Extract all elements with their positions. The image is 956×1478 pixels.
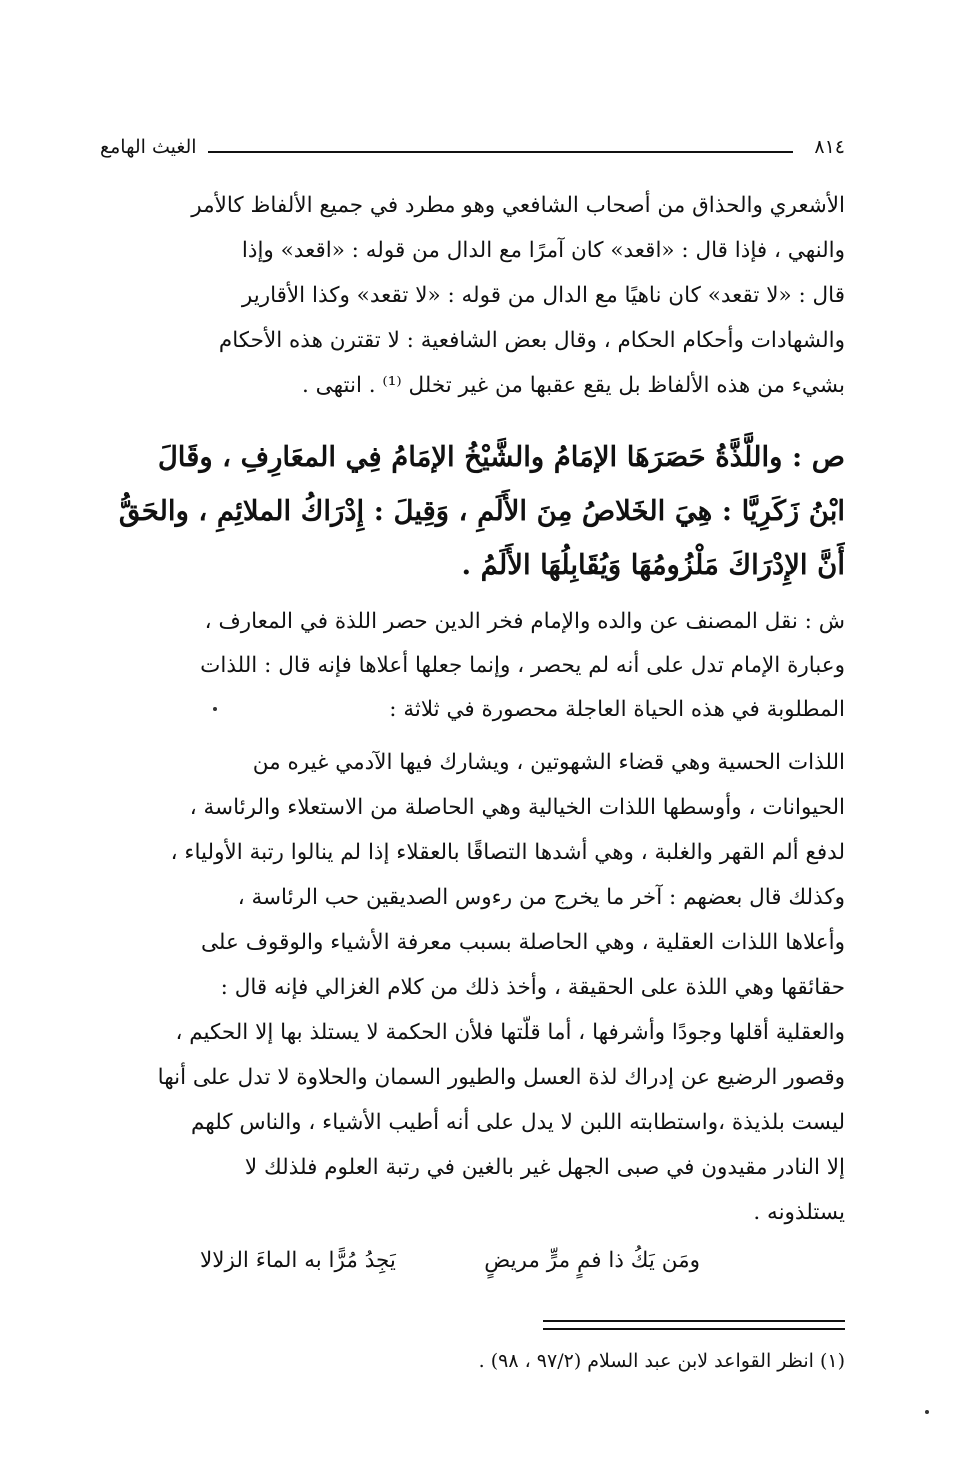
text-line: وعبارة الإمام تدل على أنه لم يحصر ، وإنما جعلها أعلاها فإنه قال : اللذات xyxy=(200,653,845,678)
text-line: لدفع ألم القهر والغلبة ، وهي أشدها التصاقًا بالعقلاء إذا لم ينالوا رتبة الأولياء ، xyxy=(170,840,845,865)
paragraph-commentary-continued xyxy=(100,183,845,408)
matn-line: أَنَّ الإِدْرَاكَ مَلْزُومُهَا وَيُقَابِلُهَا الأَلَمُ . xyxy=(461,549,845,581)
running-title: الغيث الهامع xyxy=(100,136,197,158)
text-line: يستلذونه . xyxy=(753,1200,845,1225)
text-line: ش : نقل المصنف عن والده والإمام فخر الدين حصر اللذة في المعارف ، xyxy=(204,609,845,634)
text-line: قال : «لا تقعد» كان ناهيًا مع الدال من قوله : «لا تقعد» وكذا الأقارير xyxy=(241,283,845,308)
footnote-separator xyxy=(543,1328,845,1330)
matn-line: ص : واللَّذَّةُ حَصَرَهَا الإمَامُ والشَّيْخُ الإمَامُ فِي المعَارِفِ ، وقَالَ xyxy=(157,441,845,473)
matn-line: ابْنُ زَكَرِيَّا : هِيَ الخَلاصُ مِنَ الأَلَمِ ، وَقِيلَ : إِدْرَاكُ الملائِمِ ، والحَقُّ xyxy=(118,495,845,527)
text-line: والشهادات وأحكام الحكام ، وقال بعض الشافعية : لا تقترن هذه الأحكام xyxy=(218,328,845,353)
text-line: الأشعري والحذاق من أصحاب الشافعي وهو مطرد في جميع الألفاظ كالأمر xyxy=(191,193,845,218)
text-line: والعقلية أقلها وجودًا وأشرفها ، أما قلّتها فلأن الحكمة لا يستلذ بها إلا الحكيم ، xyxy=(175,1020,845,1045)
text-line: حقائقها وهي اللذة على الحقيقة ، وأخذ ذلك من كلام الغزالي فإنه قال : xyxy=(220,975,845,1000)
page-number: ٨١٤ xyxy=(814,136,845,158)
paragraph-pleasures xyxy=(100,740,845,1235)
scan-speck xyxy=(213,707,217,711)
text-line: وقصور الرضيع عن إدراك لذة العسل والطيور السمان والحلاوة لا تدل على أنها xyxy=(157,1065,845,1090)
text-line: بشيء من هذه الألفاظ بل يقع عقبها من غير تخلل ⁽¹⁾ . انتهى . xyxy=(301,373,845,398)
verse-second-hemistich: يَجِدُ مُرًّا به الماءَ الزلالا xyxy=(200,1248,396,1273)
text-line: الحيوانات ، وأوسطها اللذات الخيالية وهي الحاصلة من الاستعلاء والرئاسة ، xyxy=(189,795,845,820)
header-rule xyxy=(208,151,793,153)
text-line: وأعلاها اللذات العقلية ، وهي الحاصلة بسبب معرفة الأشياء والوقوف على xyxy=(201,930,845,955)
text-line: اللذات الحسية وهي قضاء الشهوتين ، ويشارك فيها الآدمي غيره من xyxy=(252,750,845,775)
verse-first-hemistich: ومَن يَكُ ذا فمٍ مرٍّ مريضٍ xyxy=(484,1248,700,1273)
paragraph-sharh xyxy=(100,600,845,732)
text-line: ليست بلذيذة ،واستطابته اللبن لا يدل على أنه أطيب الأشياء ، والناس كلهم xyxy=(190,1110,845,1135)
scan-speck xyxy=(925,1410,929,1414)
text-line: إلا النادر مقيدون في صبى الجهل غير بالغين في رتبة العلوم فلذلك لا xyxy=(244,1155,845,1180)
footnote-separator xyxy=(543,1320,845,1322)
matn-text xyxy=(100,430,845,592)
text-line: وكذلك قال بعضهم : آخر ما يخرج من رءوس الصديقين حب الرئاسة ، xyxy=(237,885,845,910)
poetry-verse xyxy=(200,1248,700,1288)
page-header xyxy=(100,136,845,166)
footnote: (١) انظر القواعد لابن عبد السلام (٩٧/٢ ، ٩٨) . xyxy=(478,1350,845,1372)
text-line: والنهي ، فإذا قال : «اقعد» كان آمرًا مع الدال من قوله : «اقعد» وإذا xyxy=(241,238,845,263)
text-line: المطلوبة في هذه الحياة العاجلة محصورة في ثلاثة : xyxy=(389,697,845,722)
